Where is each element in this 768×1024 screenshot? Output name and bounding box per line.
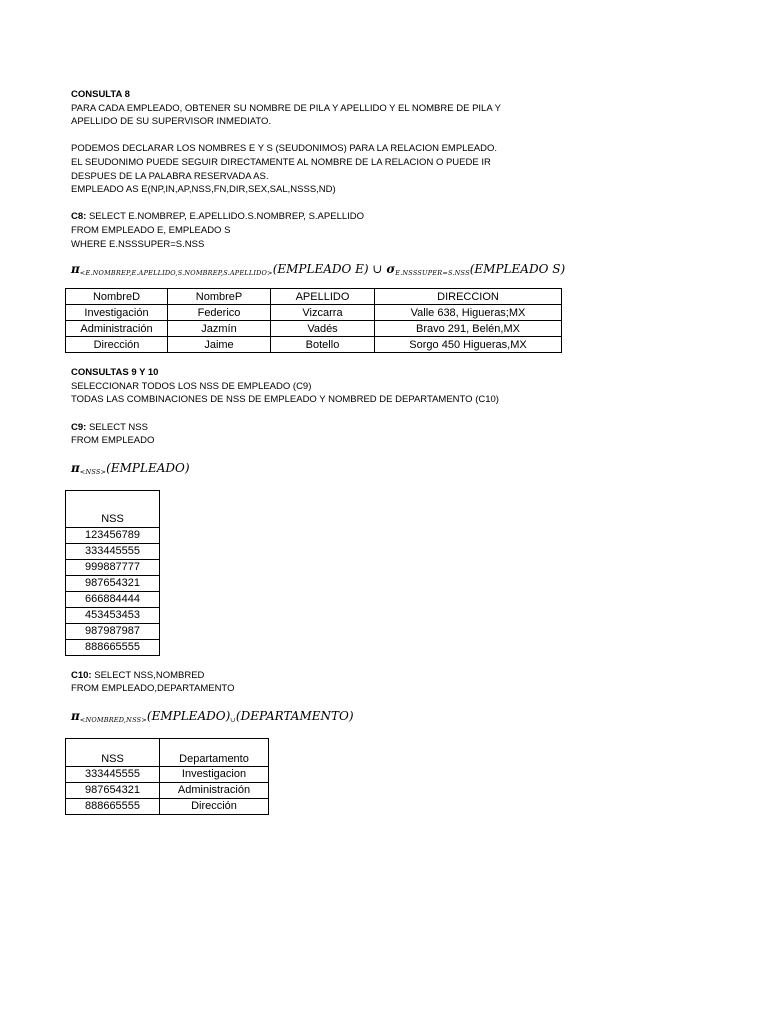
projection-symbol: π (71, 708, 80, 723)
c10-sql-line-1 (71, 669, 711, 683)
c10-sql-select: SELECT NSS,NOMBRED (91, 669, 205, 681)
table-cell: 987654321 (66, 782, 160, 798)
c8-alias-line-4: EMPLEADO AS E(NP,IN,AP,NSS,FN,DIR,SEX,SAL,NSSS,ND) (71, 184, 336, 196)
table-header-row (66, 289, 562, 305)
c9-relational-formula (71, 458, 711, 478)
c9-sql-select: SELECT NSS (86, 421, 148, 433)
table-cell: 888665555 (66, 639, 160, 655)
column-header: NombreP (168, 289, 271, 305)
c9-result-table (65, 490, 160, 656)
table-cell: Investigación (66, 305, 168, 321)
table-cell: Jaime (168, 337, 271, 353)
c8-alias-line-2: EL SEUDONIMO PUEDE SEGUIR DIRECTAMENTE AL NOMBRE DE LA RELACION O PUEDE IR (71, 156, 491, 168)
table-header-row (66, 738, 269, 766)
table-row (66, 607, 160, 623)
table-row (66, 543, 160, 559)
table-row (66, 337, 562, 353)
table-row (66, 527, 160, 543)
projection-symbol: π (71, 460, 80, 475)
union-symbol: ∪ (372, 262, 383, 277)
table-row (66, 766, 269, 782)
formula-arg-1: (EMPLEADO E) (272, 262, 369, 277)
c10-label: C10: (71, 669, 92, 681)
c910-title: CONSULTAS 9 Y 10 (71, 367, 159, 379)
table-row (66, 782, 269, 798)
c910-description-line-2: TODAS LAS COMBINACIONES DE NSS DE EMPLEADO Y NOMBRED DE DEPARTAMENTO (C10) (71, 394, 499, 406)
c8-alias-line-1: PODEMOS DECLARAR LOS NOMBRES E Y S (SEUDONIMOS) PARA LA RELACION EMPLEADO. (71, 143, 498, 155)
c8-result-table (65, 288, 562, 353)
table-cell: Bravo 291, Belén,MX (375, 321, 562, 337)
selection-subscript: E.NSSSUPER=S.NSS (395, 269, 470, 278)
table-cell: Administración (160, 782, 269, 798)
table-cell: 987987987 (66, 623, 160, 639)
column-header: NombreD (66, 289, 168, 305)
c9-sql-line-1 (71, 421, 711, 435)
formula-arg: (EMPLEADO) (106, 460, 190, 475)
selection-symbol: σ (386, 262, 396, 277)
table-cell: 987654321 (66, 575, 160, 591)
table-header-row (66, 490, 160, 527)
table-row (66, 305, 562, 321)
c10-result-table (65, 738, 269, 815)
c8-label: C8: (71, 211, 87, 223)
c8-sql-select: SELECT E.NOMBREP, E.APELLIDO.S.NOMBREP, S.APELLIDO (86, 211, 365, 223)
table-cell: 666884444 (66, 591, 160, 607)
table-cell: 999887777 (66, 559, 160, 575)
document-page (71, 88, 711, 815)
c8-description-line-1: PARA CADA EMPLEADO, OBTENER SU NOMBRE DE PILA Y APELLIDO Y EL NOMBRE DE PILA Y (71, 102, 501, 114)
table-row (66, 321, 562, 337)
table-cell: Vadés (271, 321, 375, 337)
table-row (66, 623, 160, 639)
table-cell: Jazmín (168, 321, 271, 337)
formula-arg-2: (DEPARTAMENTO) (235, 708, 354, 723)
table-cell: Federico (168, 305, 271, 321)
c8-title: CONSULTA 8 (71, 89, 130, 100)
c8-description-line-2: APELLIDO DE SU SUPERVISOR INMEDIATO. (71, 116, 272, 128)
column-header: Departamento (160, 738, 269, 766)
projection-subscript: <NOMBRED,NSS> (79, 715, 147, 724)
c9-sql-line-2: FROM EMPLEADO (71, 435, 155, 447)
table-row (66, 798, 269, 814)
table-cell: 333445555 (66, 543, 160, 559)
projection-symbol: π (71, 262, 80, 277)
c9-label: C9: (71, 421, 87, 433)
table-cell: Sorgo 450 Higueras,MX (375, 337, 562, 353)
column-header: NSS (66, 490, 160, 527)
table-cell: Vizcarra (271, 305, 375, 321)
table-cell: 123456789 (66, 527, 160, 543)
table-cell: 453453453 (66, 607, 160, 623)
c910-description-line-1: SELECCIONAR TODOS LOS NSS DE EMPLEADO (C9) (71, 380, 312, 392)
table-cell: Investigacion (160, 766, 269, 782)
c8-alias-line-3: DESPUES DE LA PALABRA RESERVADA AS. (71, 170, 269, 182)
union-symbol: ∪ (230, 715, 236, 724)
c8-sql-line-3: WHERE E.NSSSUPER=S.NSS (71, 238, 205, 250)
column-header: NSS (66, 738, 160, 766)
formula-arg-1: (EMPLEADO) (146, 708, 231, 723)
table-row (66, 559, 160, 575)
table-row (66, 575, 160, 591)
table-cell: Valle 638, Higueras;MX (375, 305, 562, 321)
table-cell: Dirección (66, 337, 168, 353)
table-cell: Dirección (160, 798, 269, 814)
projection-subscript: <NSS> (79, 467, 107, 476)
table-row (66, 591, 160, 607)
c8-relational-formula (71, 259, 711, 279)
table-cell: Botello (271, 337, 375, 353)
table-cell: 333445555 (66, 766, 160, 782)
column-header: DIRECCION (375, 289, 562, 305)
c10-relational-formula (71, 706, 711, 726)
table-row (66, 639, 160, 655)
c8-sql-line-1 (71, 210, 711, 224)
table-cell: Administración (66, 321, 168, 337)
formula-arg-2: (EMPLEADO S) (469, 262, 566, 277)
table-cell: 888665555 (66, 798, 160, 814)
projection-subscript: <E.NOMBREP,E.APELLIDO,S.NOMBREP,S.APELLIDO> (79, 269, 273, 278)
c8-sql-line-2: FROM EMPLEADO E, EMPLEADO S (71, 224, 231, 236)
c10-sql-line-2: FROM EMPLEADO,DEPARTAMENTO (71, 683, 235, 695)
column-header: APELLIDO (271, 289, 375, 305)
